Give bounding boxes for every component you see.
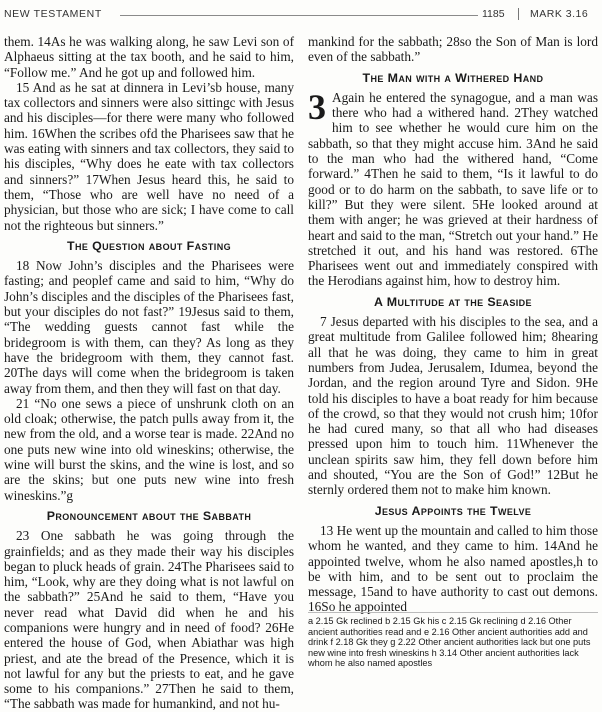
left-column (4, 34, 294, 712)
footnotes: a 2.15 Gk reclined b 2.15 Gk his c 2.15 Gk reclining d 2.16 Other ancient authorities read and e 2.16 Other ancient authorities add and drink f 2.18 Gk they g 2.22 Other ancient authorities lack but one puts new wine into fresh wineskins h 3.14 Other ancient authorities lack whom he also named apostles (308, 612, 598, 669)
paragraph: 15 And as he sat at dinnera in Levi’sb house, many tax collectors and sinners were also sittingc with Jesus and his disciples—for there were many who followed him. 16When the scribes ofd the Pharisees saw that he was eating with sinners and tax collectors, they said to his disciples, “Why does he eate with tax collectors and sinners?” 17When Jesus heard this, he said to them, “Those who are well have no need of a physician, but those who are sick; I have come to call not the righteous but sinners.” (4, 79, 294, 233)
paragraph: 18 Now John’s disciples and the Pharisees were fasting; and peoplef came and said to him, “Why do John’s disciples and the disciples of the Pharisees fast, but your disciples do not fast?” 19Jesus said to them, “The wedding guests cannot fast while the bridegroom is with them, can they? As long as they have the bridegroom with them, they cannot fast. 20The days will come when the bridegroom is taken away from them, and then they will fast on that day. (4, 258, 294, 396)
paragraph: them. 14As he was walking along, he saw Levi son of Alphaeus sitting at the tax booth, and he said to him, “Follow me.” And he got up and followed him. (4, 34, 294, 80)
header-rule (120, 15, 478, 16)
paragraph: 21 “No one sews a piece of unshrunk cloth on an old cloak; otherwise, the patch pulls away from it, the new from the old, and a worse tear is made. 22And no one puts new wine into old wineskins; otherwise, the wine will burst the skins, and the wine is lost, and so are the skins; but one puts new wine into fresh wineskins.”g (4, 395, 294, 503)
section-heading: A Multitude at the Seaside (374, 294, 532, 309)
section-heading: Jesus Appoints the Twelve (374, 503, 532, 518)
paragraph-text: Again he entered the synagogue, and a man was there who had a withered hand. 2They watched him to see whether he would cure him on the sabbath, so that they might accuse him. 3And he said to the man who had the withered hand, “Come forward.” 4Then he said to them, “Is it lawful to do good or to do harm on the sabbath, to save life or to kill?” But they were silent. 5He looked around at them with anger; he was grieved at their hardness of heart and said to the man, “Stretch out your hand.” He stretched it out, and his hand was restored. 6The Pharisees went out and immediately conspired with the Herodians against him, how to destroy him. (308, 89, 598, 289)
paragraph: 13 He went up the mountain and called to him those whom he wanted, and they came to him. 14And he appointed twelve, whom he also named apostles,h to be with him, and to be sent out to proclaim the message, 15and to have authority to cast out demons. 16So he appointed (308, 522, 598, 615)
chapter-reference: MARK 3.16 (530, 8, 589, 20)
section-heading: Pronouncement about the Sabbath (46, 508, 252, 523)
paragraph: 23 One sabbath he was going through the grainfields; and as they made their way his disciples began to pluck heads of grain. 24The Pharisees said to him, “Look, why are they doing what is not lawful on the sabbath?” 25And he said to them, “Have you never read what David did when he and his companions were hungry and in need of food? 26He entered the house of God, when Abiathar was high priest, and ate the bread of the Presence, which it is not lawful for any but the priests to eat, and he gave some to his companions.” 27Then he said to them, “The sabbath was made for humankind, and not hu- (4, 528, 294, 712)
paragraph: 7 Jesus departed with his disciples to the sea, and a great multitude from Galilee followed him; 8hearing all that he was doing, they came to him in great numbers from Judea, Jerusalem, Idumea, beyond the Jordan, and the region around Tyre and Sidon. 9He told his disciples to have a boat ready for him because of the crowd, so that they would not crush him; 10for he had cured many, so that all who had diseases pressed upon him to touch him. 11Whenever the unclean spirits saw him, they fell down before him and shouted, “You are the Son of God!” 12But he sternly ordered them not to make him known. (308, 314, 598, 498)
paragraph: mankind for the sabbath; 28so the Son of Man is lord even of the sabbath.” (308, 34, 598, 65)
chapter-paragraph (308, 86, 598, 289)
chapter-number: 3 (308, 86, 326, 127)
right-column (308, 34, 598, 615)
section-label: NEW TESTAMENT (4, 8, 102, 20)
page-number: 1185 (482, 8, 505, 20)
section-heading: The Man with a Withered Hand (362, 70, 544, 85)
header-divider (518, 8, 519, 20)
section-heading: The Question about Fasting (66, 238, 231, 253)
running-header (0, 4, 602, 24)
